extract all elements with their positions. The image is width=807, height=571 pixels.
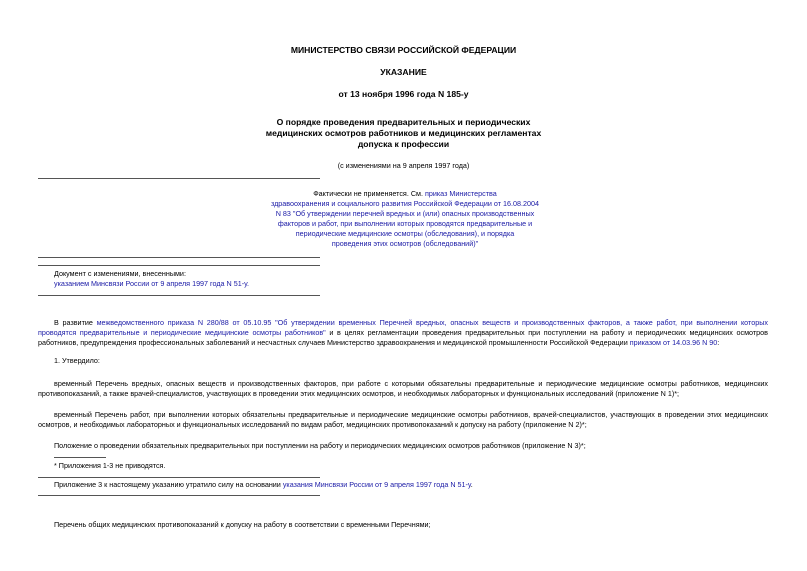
document-type: УКАЗАНИЕ (380, 67, 427, 77)
paragraph-2: 1. Утвердило: (54, 356, 100, 365)
date-number: от 13 ноября 1996 года N 185-у (338, 89, 469, 99)
annex-note: Приложение 3 к настоящему указанию утратило силу на основании указания Минсвязи России от 9 апреля 1997 года N 51-у. (54, 480, 473, 489)
order-90-link[interactable]: приказом от 14.03.96 N 90 (629, 338, 718, 347)
paragraph-6: Перечень общих медицинских противопоказаний к допуску на работу в соответствии с временными Перечнями; (54, 520, 431, 529)
title-line-3: допуска к профессии (357, 139, 450, 149)
divider-4 (38, 295, 320, 296)
notice-link-line-5[interactable]: периодические медицинские осмотры (обследования), и порядка (295, 229, 515, 238)
notice-link-line-3[interactable]: N 83 "Об утверждении перечней вредных и (или) опасных производственных (275, 209, 535, 218)
divider-6 (38, 495, 320, 496)
document-title (0, 117, 807, 150)
paragraph-1: В развитие межведомственного приказа N 280/88 от 05.10.95 "Об утверждении временных Перечней вредных, опасных веществ и производственных факторов, а также работ, при выполнении которых проводятся предварительные и периодические медицинские осмотры работников" и в целях регламентации проведения предварительных при поступлении на работу и периодических медицинских осмотров работников, предупреждения профессиональных заболеваний и несчастных случаев Министерство здравоохранения и медицинской промышленности Российской Федерации приказом от 14.03.96 N 90: (38, 318, 768, 347)
notice-link-line-4[interactable]: факторов и работ, при выполнении которых проводятся предварительные и (277, 219, 533, 228)
divider-3 (38, 265, 320, 266)
annex-note-link[interactable]: указания Минсвязи России от 9 апреля 1997 года N 51-у (282, 480, 471, 489)
amended-note: (с изменениями на 9 апреля 1997 года) (337, 161, 470, 170)
footnote-divider (54, 457, 106, 458)
notice-link-line-2[interactable]: здравоохранения и социального развития Российской Федерации от 16.08.2004 (270, 199, 540, 208)
status-notice (240, 189, 570, 249)
amendments-block (54, 269, 354, 289)
amendments-link[interactable]: указанием Минсвязи России от 9 апреля 1997 года N 51-у. (54, 279, 249, 288)
divider-1 (38, 178, 320, 179)
paragraph-4: временный Перечень работ, при выполнении которых обязательны предварительные и периодические медицинские осмотры работников, врачей-специалистов, участвующих в проведении этих медицинских осмотров, и необходимых лабораторных и функциональных исследований по видам работ, медицинских противопоказаний к допуску на работу (приложение N 2)*; (38, 410, 768, 429)
divider-2 (38, 257, 320, 258)
notice-text: Фактически не применяется. См. (313, 189, 425, 198)
title-line-1: О порядке проведения предварительных и периодических (276, 117, 531, 127)
notice-link[interactable]: приказ Министерства (424, 189, 497, 198)
order-280-link[interactable]: межведомственного приказа N 280/88 от 05.10.95 "Об утверждении временных Перечней вредных, опасных веществ и производственных факторов, а также работ, при выполнении которых проводятся предварительные и периодические медицинские осмотры работников" (38, 318, 768, 337)
title-line-2: медицинских осмотров работников и медицинских регламентах (265, 128, 542, 138)
paragraph-5: Положение о проведении обязательных предварительных при поступлении на работу и периодических медицинских осмотров работников (приложение N 3)*; (54, 441, 586, 450)
paragraph-3: временный Перечень вредных, опасных веществ и производственных факторов, при работе с которыми обязательны предварительные и периодические медицинские осмотры работников, медицинских противопоказаний, а также врачей-специалистов, участвующих в проведении этих медицинских осмотров, и необходимых лабораторных и функциональных исследований (приложение N 1)*; (38, 379, 768, 398)
amendments-label: Документ с изменениями, внесенными: (54, 269, 186, 278)
divider-5 (38, 477, 320, 478)
ministry-heading: МИНИСТЕРСТВО СВЯЗИ РОССИЙСКОЙ ФЕДЕРАЦИИ (290, 45, 517, 55)
footnote: * Приложения 1-3 не приводятся. (54, 461, 166, 470)
notice-link-line-6[interactable]: проведения этих осмотров (обследований)" (331, 239, 479, 248)
